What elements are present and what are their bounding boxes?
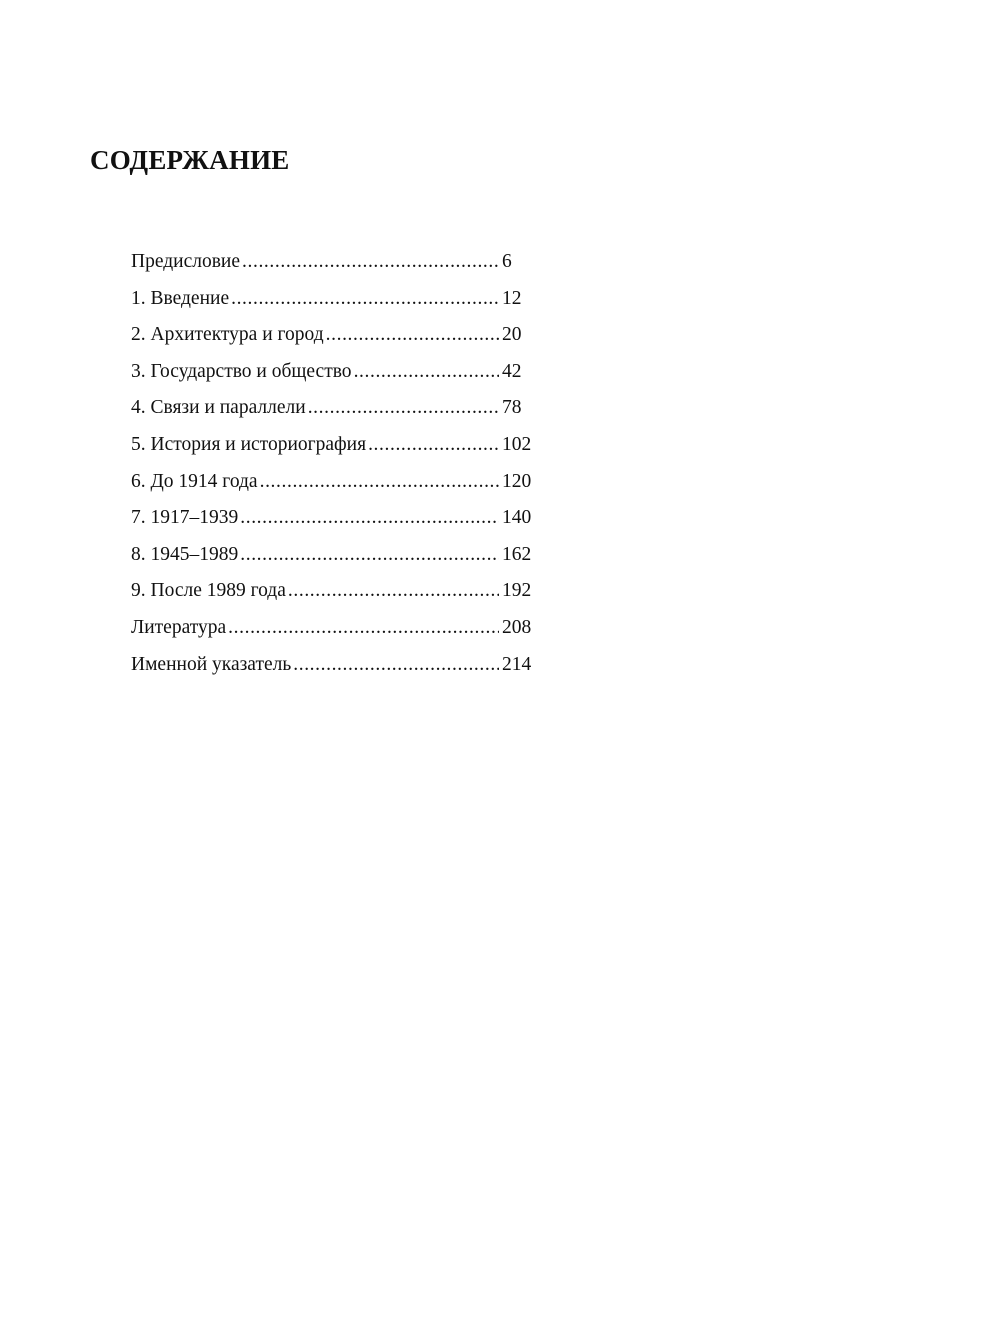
dot-leader: [231, 281, 499, 318]
toc-entry-row: [131, 537, 499, 574]
dot-leader: [293, 647, 499, 684]
dot-leader: [260, 464, 499, 501]
toc-entry-title: 5. История и историография: [131, 433, 367, 455]
dot-leader: [326, 317, 499, 354]
toc-entry-row: [131, 244, 499, 281]
toc-entry-chapter-5: [131, 427, 551, 464]
toc-entry-title: Предисловие: [131, 251, 241, 272]
toc-entry-row: [131, 354, 499, 391]
dot-leader: [228, 610, 499, 647]
toc-entry-row: [131, 500, 499, 537]
toc-entry-row: [131, 610, 499, 647]
toc-entry-title: 8. 1945–1989: [131, 543, 239, 565]
toc-entry-page: 6: [502, 251, 512, 272]
dot-leader: [308, 390, 499, 427]
dot-leader: [354, 354, 499, 391]
toc-entry-page: 140: [502, 507, 532, 529]
toc-entry-row: [131, 464, 499, 501]
toc-entry-title: 6. До 1914 года: [131, 470, 258, 492]
toc-entry-title: 2. Архитектура и город: [131, 324, 324, 346]
toc-entry-title: 4. Связи и параллели: [131, 397, 306, 419]
toc-entry-bibliography: [131, 610, 551, 647]
toc-entry-title: 3. Государство и общество: [131, 360, 352, 382]
toc-entry-page: 120: [502, 470, 532, 492]
toc-entry-title: Литература: [131, 616, 227, 638]
toc-list: [131, 244, 551, 683]
toc-entry-row: [131, 427, 499, 464]
toc-entry-chapter-6: [131, 464, 551, 501]
toc-entry-title: 9. После 1989 года: [131, 580, 286, 602]
dot-leader: [368, 427, 499, 464]
toc-entry-chapter-9: [131, 573, 551, 610]
dot-leader: [240, 537, 499, 574]
toc-entry-chapter-2: [131, 317, 551, 354]
toc-entry-row: [131, 390, 499, 427]
toc-entry-row: [131, 573, 499, 610]
toc-heading: СОДЕРЖАНИЕ: [90, 145, 290, 175]
toc-entry-row: [131, 647, 499, 684]
toc-entry-page: 12: [502, 287, 522, 309]
toc-entry-chapter-8: [131, 537, 551, 574]
toc-entry-title: 7. 1917–1939: [131, 507, 239, 529]
toc-entry-chapter-4: [131, 390, 551, 427]
toc-entry-page: 208: [502, 616, 532, 638]
dot-leader: [240, 500, 499, 537]
toc-entry-chapter-7: [131, 500, 551, 537]
dot-leader: [288, 573, 499, 610]
toc-entry-page: 78: [502, 397, 522, 419]
toc-entry-row: [131, 317, 499, 354]
toc-entry-page: 192: [502, 580, 532, 602]
toc-entry-name-index: [131, 647, 551, 684]
dot-leader: [242, 244, 499, 281]
toc-entry-row: [131, 281, 499, 318]
toc-entry-title: 1. Введение: [131, 287, 230, 309]
toc-entry-preface: [131, 244, 551, 281]
toc-entry-page: 102: [502, 433, 532, 455]
toc-entry-chapter-3: [131, 354, 551, 391]
toc-entry-page: 162: [502, 543, 532, 565]
toc-entry-page: 214: [502, 653, 532, 675]
toc-entry-title: Именной указатель: [131, 653, 292, 675]
toc-entry-page: 20: [502, 324, 522, 346]
toc-entry-page: 42: [502, 360, 522, 382]
toc-entry-chapter-1: [131, 281, 551, 318]
